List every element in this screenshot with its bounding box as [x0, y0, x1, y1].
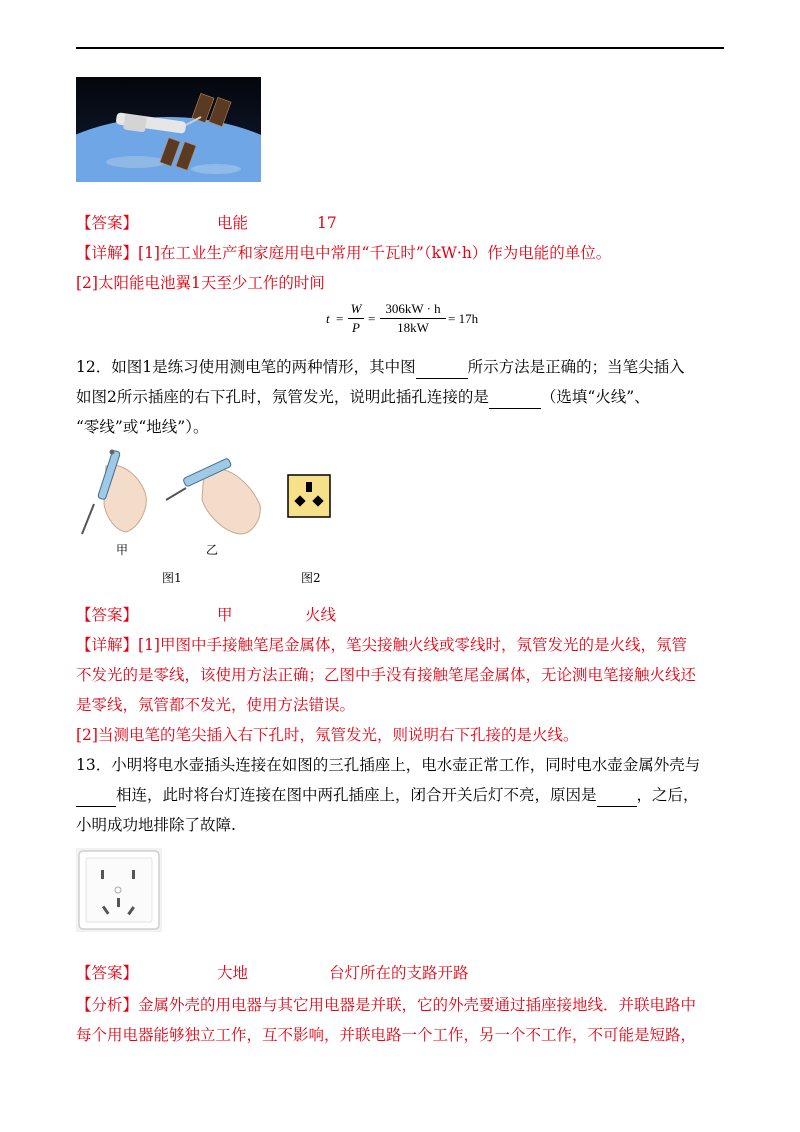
test-pen-figure-yi [164, 450, 264, 536]
q12-answer-line [76, 604, 337, 626]
q12-answer-2: 火线 [305, 606, 337, 624]
q12-stem-1 [76, 356, 685, 379]
q12-answer-1: 甲 [217, 606, 233, 624]
label-jia: 甲 [116, 543, 129, 557]
fraction-bar-2 [380, 318, 446, 319]
q13-analysis-2: 每个用电器能够独立工作，互不影响，并联电路一个工作，另一个不工作，不可能是短路， [76, 1026, 697, 1044]
q11-answer-line [76, 212, 337, 234]
blank-1 [416, 356, 468, 379]
q12-stem-1b: 所示方法是正确的；当笔尖插入 [467, 358, 685, 376]
q12-stem-1a: 12．如图1是练习使用测电笔的两种情形，其中图 [76, 358, 416, 376]
q13-stem-2a: 相连，此时将台灯连接在图中两孔插座上，闭合开关后灯不亮，原因是 [116, 786, 597, 804]
blank-2 [489, 386, 541, 409]
q13-analysis-text-1: 金属外壳的用电器与其它用电器是并联，它的外壳要通过插座接地线．并联电路中 [138, 996, 697, 1014]
wall-socket-image [76, 848, 162, 932]
blank-3 [76, 784, 116, 807]
caption-fig-2: 图2 [301, 571, 321, 585]
formula-t: t [326, 311, 330, 326]
q12-detail-text-1: [1]甲图中手接触笔尾金属体，笔尖接触火线或零线时，氖管发光的是火线，氖管 [138, 636, 687, 654]
q12-detail-2: 不发光的是零线，该使用方法正确；乙图中手没有接触笔尾金属体，无论测电笔接触火线还 [76, 666, 697, 684]
detail-tag: 【详解】 [76, 244, 139, 262]
blank-4 [597, 784, 637, 807]
test-pen-figure-jia [76, 446, 166, 536]
analysis-tag: 【分析】 [76, 996, 139, 1014]
q11-detail-2: [2]太阳能电池翼1天至少工作的时间 [76, 274, 325, 292]
formula-eq-1: = [336, 311, 344, 326]
answer-tag: 【答案】 [76, 214, 139, 232]
q13-answer-1: 大地 [217, 964, 249, 982]
q12-detail-4: [2]当测电笔的笔尖插入右下孔时，氖管发光，则说明右下孔接的是火线。 [76, 726, 579, 744]
space-station-image [76, 77, 261, 182]
q11-answer-2: 17 [317, 214, 337, 232]
q12-detail-1 [76, 634, 687, 656]
header-rule [76, 47, 724, 49]
q11-detail-1 [76, 242, 611, 264]
q12-detail-3: 是零线，氖管都不发光，使用方法错误。 [76, 696, 356, 714]
q13-answer-line [76, 962, 469, 984]
q13-stem-3: 小明成功地排除了故障. [76, 816, 236, 834]
q13-stem-2b: ，之后， [636, 786, 699, 804]
q11-formula [326, 298, 486, 342]
formula-numerator: 306kW · h [385, 301, 441, 316]
q13-analysis-1 [76, 994, 696, 1016]
socket-figure-2 [287, 474, 331, 518]
q12-stem-2 [76, 386, 650, 409]
formula-eq-2: = [368, 311, 376, 326]
q13-answer-2: 台灯所在的支路开路 [329, 964, 469, 982]
caption-fig-1: 图1 [162, 571, 182, 585]
q12-stem-3: “零线”或“地线”）。 [76, 418, 209, 436]
q13-stem-2 [76, 784, 699, 807]
q11-detail-text-1: [1]在工业生产和家庭用电中常用“千瓦时”（kW·h）作为电能的单位。 [138, 244, 612, 262]
formula-result: = 17h [448, 311, 479, 326]
formula-P: P [352, 320, 360, 335]
formula-W: W [350, 301, 362, 316]
q12-stem-2b: （选填“火线”、 [540, 388, 650, 406]
q11-answer-1: 电能 [217, 214, 249, 232]
label-yi: 乙 [206, 543, 219, 557]
answer-tag: 【答案】 [76, 964, 139, 982]
q13-stem-1: 13．小明将电水壶插头连接在如图的三孔插座上，电水壶正常工作，同时电水壶金属外壳与 [76, 756, 701, 774]
q12-stem-2a: 如图2所示插座的右下孔时，氖管发光，说明此插孔连接的是 [76, 388, 489, 406]
answer-tag: 【答案】 [76, 606, 139, 624]
detail-tag: 【详解】 [76, 636, 139, 654]
formula-denominator: 18kW [397, 320, 429, 335]
fraction-bar-1 [348, 318, 364, 319]
